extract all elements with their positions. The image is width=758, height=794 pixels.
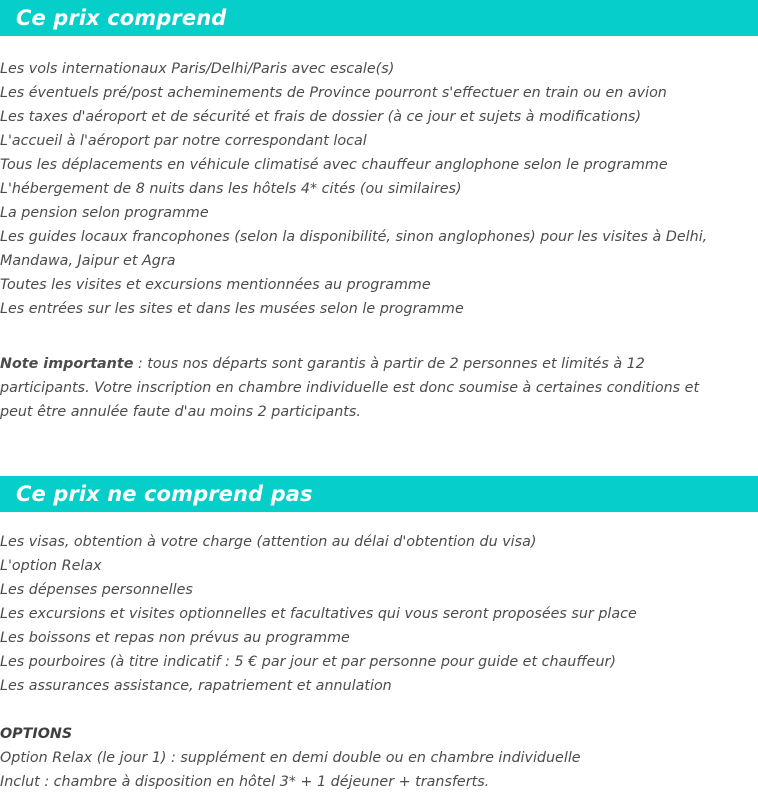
list-item: Les entrées sur les sites et dans les musées selon le programme <box>0 301 464 317</box>
list-item: Les assurances assistance, rapatriement et annulation <box>0 678 392 694</box>
important-note-body: : tous nos départs sont garantis à partir de 2 personnes et limités à 12 participants. Votre inscription en chambre individuelle est donc soumise à certaines conditions et peut être annulée faute d'au moins 2 participants. <box>0 356 700 420</box>
list-item: Les vols internationaux Paris/Delhi/Paris avec escale(s) <box>0 61 395 77</box>
included-body <box>0 57 758 424</box>
spacer-before-options <box>0 698 750 722</box>
list-item: Les dépenses personnelles <box>0 582 193 598</box>
list-item: L'accueil à l'aéroport par notre correspondant local <box>0 133 367 149</box>
not-included-list <box>0 530 750 698</box>
list-item: Les guides locaux francophones (selon la disponibilité, sinon anglophones) pour les visites à Delhi, Mandawa, Jaipur et Agra <box>0 229 708 269</box>
list-item: Les excursions et visites optionnelles et facultatives qui vous seront proposées sur place <box>0 606 637 622</box>
list-item: Les boissons et repas non prévus au programme <box>0 630 350 646</box>
list-item: Les visas, obtention à votre charge (attention au délai d'obtention du visa) <box>0 534 537 550</box>
spacer-between-sections <box>0 424 758 476</box>
important-note-lead: Note importante <box>0 356 134 372</box>
list-item: L'hébergement de 8 nuits dans les hôtels 4* cités (ou similaires) <box>0 181 462 197</box>
spacer-after-banner-2 <box>0 512 758 530</box>
list-item: Les pourboires (à titre indicatif : 5 € par jour et par personne pour guide et chauffeur) <box>0 654 616 670</box>
included-list <box>0 57 750 321</box>
section-heading-not-included: Ce prix ne comprend pas <box>0 476 758 512</box>
spacer-before-note <box>0 321 750 352</box>
not-included-body <box>0 530 758 794</box>
spacer-after-banner-1 <box>0 36 758 57</box>
list-item: La pension selon programme <box>0 205 209 221</box>
options-line: Inclut : chambre à disposition en hôtel 3* + 1 déjeuner + transferts. <box>0 774 490 790</box>
list-item: Les taxes d'aéroport et de sécurité et frais de dossier (à ce jour et sujets à modifications) <box>0 109 642 125</box>
section-heading-included: Ce prix comprend <box>0 0 758 36</box>
list-item: Toutes les visites et excursions mentionnées au programme <box>0 277 431 293</box>
options-heading: OPTIONS <box>0 726 73 742</box>
list-item: Tous les déplacements en véhicule climatisé avec chauffeur anglophone selon le programme <box>0 157 668 173</box>
list-item: L'option Relax <box>0 558 102 574</box>
important-note <box>0 352 750 424</box>
list-item: Les éventuels pré/post acheminements de Province pourront s'effectuer en train ou en avion <box>0 85 667 101</box>
options-line: Option Relax (le jour 1) : supplément en demi double ou en chambre individuelle <box>0 750 581 766</box>
